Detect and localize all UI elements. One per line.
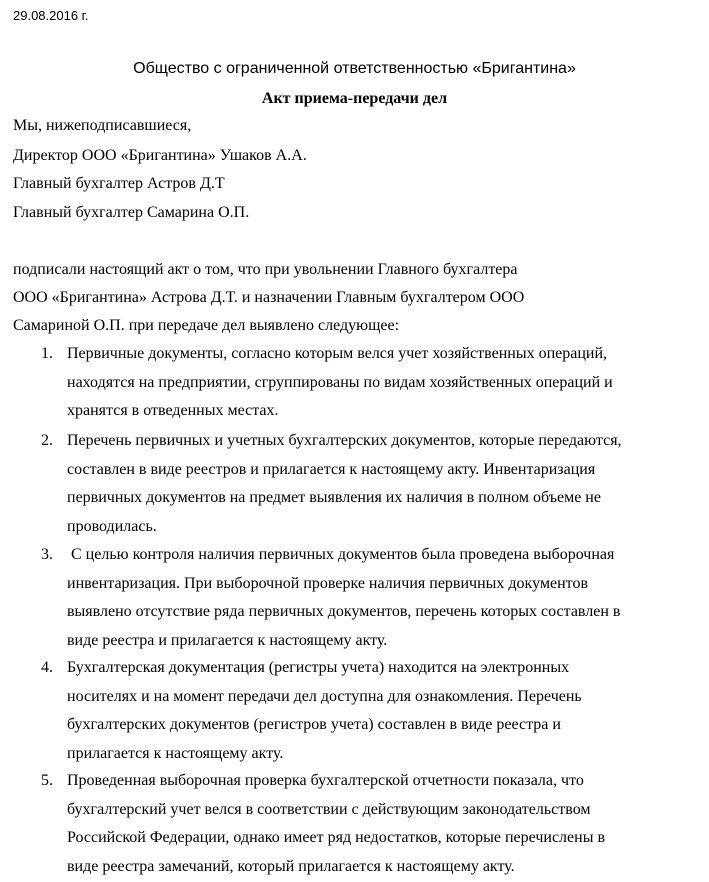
list-item-line: носителях и на момент передачи дел доступна для ознакомления. Перечень	[67, 687, 582, 705]
list-item-line: С целью контроля наличия первичных документов была проведена выборочная	[67, 546, 615, 563]
statement-paragraph	[13, 256, 693, 340]
statement-line: Самариной О.П. при передаче дел выявлено следующее:	[13, 317, 400, 334]
list-item-text	[67, 767, 697, 881]
intro-line-accountant-samarina: Главный бухгалтер Самарина О.П.	[13, 204, 250, 221]
list-item-text	[67, 340, 697, 426]
list-item-line: прилагается к настоящему акту.	[67, 744, 284, 762]
list-item-number: 3.	[41, 546, 53, 563]
list-item-text	[67, 427, 697, 541]
list-item-line: хранятся в отведенных местах.	[67, 402, 279, 419]
list-item-line: виде реестра замечаний, который прилагается к настоящему акту.	[67, 857, 515, 875]
list-item-line: проводилась.	[67, 517, 157, 535]
list-item-line: виде реестра и прилагается к настоящему акту.	[67, 631, 388, 649]
list-item-line: инвентаризация. При выборочной проверке наличия первичных документов	[67, 574, 588, 592]
list-item-text	[67, 654, 697, 768]
list-item-line: Первичные документы, согласно которым велся учет хозяйственных операций,	[67, 345, 608, 362]
list-item-line: Российской Федерации, однако имеет ряд недостатков, которые перечислены в	[67, 829, 605, 846]
document-title: Акт приема-передачи дел	[261, 90, 448, 107]
list-item-number: 2.	[41, 432, 53, 449]
intro-line-signatories: Мы, нижеподписавшиеся,	[13, 117, 192, 134]
list-item-line: бухгалтерский учет велся в соответствии с действующим законодательством	[67, 800, 591, 818]
list-item-line: выявлено отсутствие ряда первичных документов, перечень которых составлен в	[67, 603, 621, 620]
list-item-line: Перечень первичных и учетных бухгалтерских документов, которые передаются,	[67, 432, 622, 449]
list-item-line: бухгалтерских документов (регистров учета) составлен в виде реестра и	[67, 716, 561, 733]
list-item-text	[67, 541, 697, 655]
list-item-number: 5.	[41, 772, 53, 789]
list-item-line: Проведенная выборочная проверка бухгалтерской отчетности показала, что	[67, 772, 584, 789]
list-item-line: Бухгалтерская документация (регистры учета) находится на электронных	[67, 659, 570, 676]
document-date: 29.08.2016 г.	[13, 8, 89, 23]
list-item-line: первичных документов на предмет выявления их наличия в полном объеме не	[67, 489, 601, 506]
intro-line-director: Директор ООО «Бригантина» Ушаков А.А.	[13, 147, 307, 164]
list-item-line: составлен в виде реестров и прилагается к настоящему акту. Инвентаризация	[67, 460, 596, 478]
list-item-number: 1.	[41, 345, 53, 362]
statement-line: подписали настоящий акт о том, что при увольнении Главного бухгалтера	[13, 261, 518, 278]
list-item-number: 4.	[41, 659, 53, 676]
organization-name: Общество с ограниченной ответственностью «Бригантина»	[133, 60, 576, 77]
intro-line-accountant-astrov: Главный бухгалтер Астров Д.Т	[13, 175, 225, 192]
statement-line: ООО «Бригантина» Астрова Д.Т. и назначении Главным бухгалтером ООО	[13, 289, 525, 306]
list-item-line: находятся на предприятии, сгруппированы по видам хозяйственных операций и	[67, 373, 613, 391]
